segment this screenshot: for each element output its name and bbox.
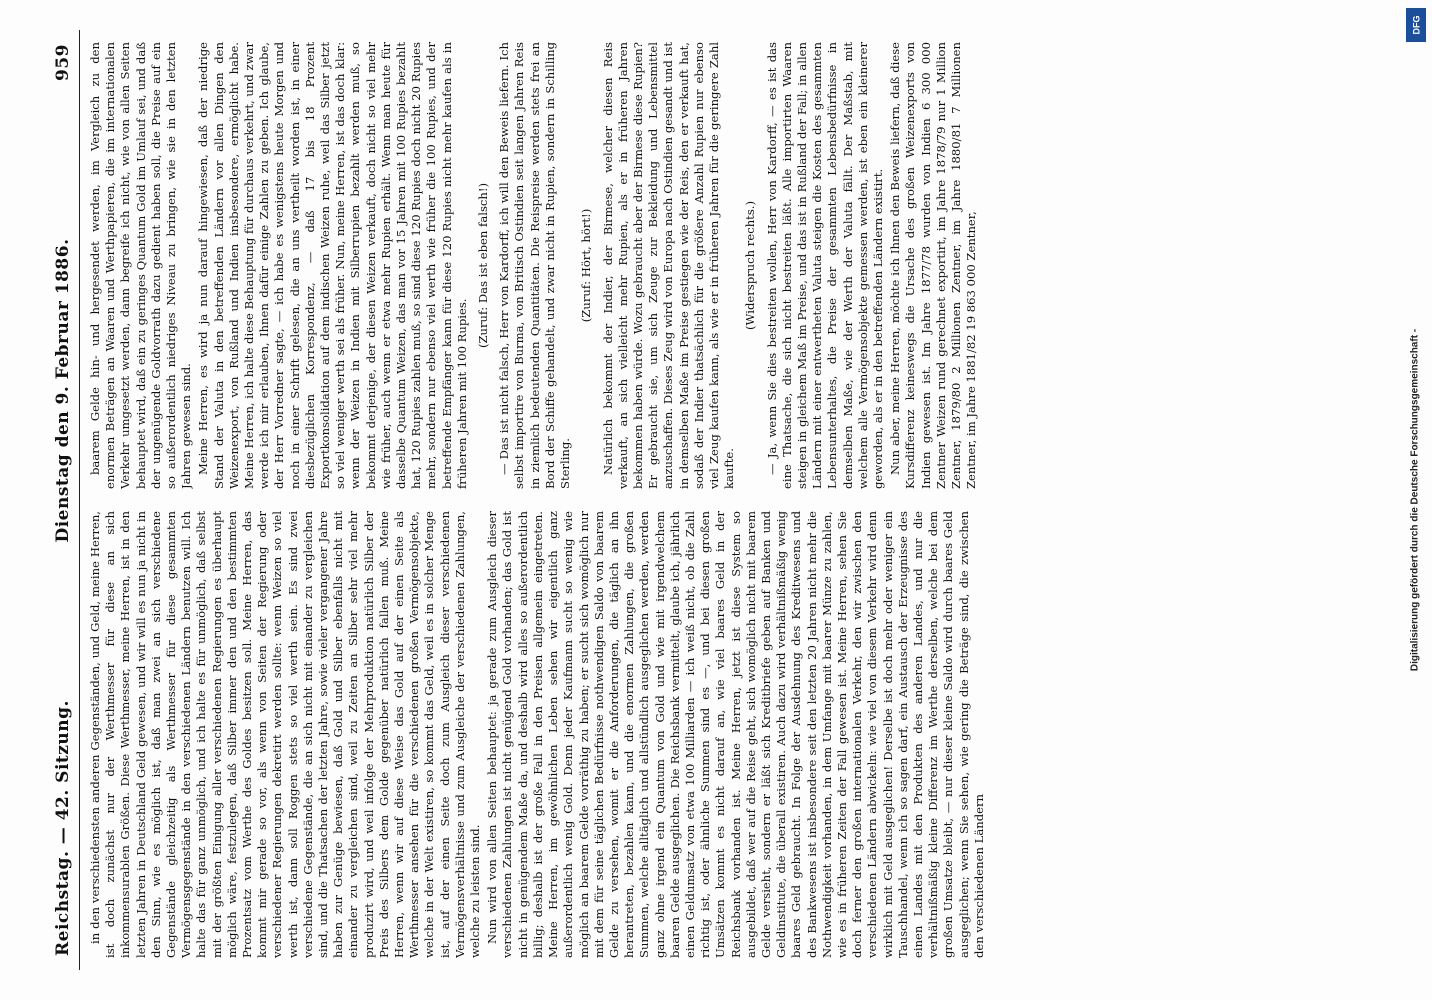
paragraph: Nun wird von allen Seiten behauptet: ja gerade zum Ausgleich dieser verschiedenen Zahlungen ist nicht genügend Gold vorhanden; das Gold ist nicht in genügendem Maße da, und deshalb wird alles so außerordentlich billig; deshalb ist der große Fall in den Preisen allgemein eingetreten. Meine Herren, im gewöhnlichen Leben sehen wir eigentlich ganz außerordentlich wenig Gold. Denn jeder Kaufmann sucht so wenig wie möglich an baarem Gelde vorräthig zu haben; er sucht sich womöglich nur mit dem für seine täglichen Bedürfnisse nothwendigen Saldo von baarem Gelde zu versehen, womit er die Anforderungen, die täglich an ihn herantreten, bezahlen kann, und die enormen Zahlungen, die großen Summen, welche alltäglich und allstündlich ausgeglichen werden, werden ganz ohne irgend ein Quantum von Gold und wie mit irgendwelchem baaren Gelde ausgeglichen. Die Reichsbank vermittelt, glaube ich, jährlich einen Geldumsatz von etwa 100 Milliarden — ich weiß nicht, ob die Zahl richtig ist, oder ähnliche Summen sind es —, und bei diesen großen Umsätzen kommt es nicht darauf an, wie viel baares Geld in der Reichsbank vorhanden ist. Meine Herren, jetzt ist diese System so ausgebildet, daß wer auf die Reise geht, sich womöglich nicht mit baarem Gelde versieht, sondern er läßt sich Kreditbriefe geben auf Banken und Geldinstitute, die überall existiren. Auch dazu wird verhältnißmäßig wenig baares Geld gebraucht. In Folge der Ausdehnung des Kreditwesens und des Bankwesens ist insbesondere seit den letzten 20 Jahren nicht mehr die Nothwendigkeit vorhanden, in dem Umfange mit baarer Münze zu zahlen, wie es in früheren Zeiten der Fall gewesen ist. Meine Herren, sehen Sie doch ferner den großen internationalen Verkehr, den wir zwischen den verschiedenen Ländern abwickeln: wie viel von diesem Verkehr wird denn wirklich mit Geld ausgeglichen! Derselbe ist doch mehr oder weniger ein Tauschhandel, wenn ich so sagen darf, ein Austausch der Erzeugnisse des einen Landes mit den Produkten des anderen Landes, und nur die verhältnißmäßig kleine Differenz im Werthe derselben, welche bei dem großen Umsatze bleibt, — nur dieser kleine Saldo wird durch baares Geld ausgeglichen; wenn Sie sehen, wie gering die Beträge sind, die zwischen den verschiedenen Ländern xyxy=(485,511,986,958)
header-left: Reichstag. — 42. Sitzung. xyxy=(53,700,73,956)
column-right xyxy=(88,42,1378,489)
header-date: Dienstag den 9. Februar 1886. xyxy=(53,238,73,543)
column-left xyxy=(88,511,1378,958)
page-header xyxy=(36,30,80,970)
paragraph: Natürlich bekommt der Indier, der Birmese, welcher diesen Reis verkauft, an sich vielleicht mehr Rupien, als er in früheren Jahren bekommen haben würde. Wozu gebraucht aber der Birmese diese Rupien? Er gebraucht sie, um sich Zeuge zur Bekleidung und Lebensmittel anzuschaffen. Dieses Zeug wird von Europa nach Ostindien gesandt und ist in demselben Maße im Preise gestiegen wie der Reis, den er verkauft hat, sodaß der Indier thatsächlich für die größere Anzahl Rupien nur ebenso viel Zeug kaufen kann, als wie er in früheren Jahren für die geringere Zahl kaufte. xyxy=(600,42,737,489)
paragraph: baarem Gelde hin- und hergesendet werden, im Vergleich zu den enormen Beträgen an Waaren und Werthpapieren, die im internationalen Verkehr umgesetzt werden, dann begreife ich nicht, wie von allen Seiten behauptet wird, daß ein zu geringes Quantum Gold im Umlauf sei, und daß der ungenügende Goldvorrath dazu gedient haben soll, die Preise auf ein so außerordentlich niedriges Niveau zu bringen, wie sie in den letzten Jahren gewesen sind. xyxy=(88,42,194,489)
credit-strip xyxy=(1404,8,1426,992)
rotated-page-content xyxy=(36,30,1396,970)
paragraph: Meine Herren, es wird ja nun darauf hingewiesen, daß der niedrige Stand der Valuta in den betreffenden Ländern vor allen Dingen den Weizenexport, von Rußland und Indien insbesondere, ermöglicht habe. Meine Herren, ich halte diese Behauptung für durchaus verkehrt, und zwar werde ich mir erlauben, Ihnen dafür einige Zahlen zu geben. Ich glaube, der Herr Vorredner sagte, — ich habe es wenigstens heute Morgen und noch in einer Schrift gelesen, die an uns vertheilt worden ist, in einer diesbezüglichen Korrespondenz, — daß 17 bis 18 Prozent Exportkonsolidation auf dem indischen Weizen ruhe, weil das Silber jetzt so viel weniger werth sei als früher. Nun, meine Herren, ist das doch klar: wenn der Weizen in Indien mit Silberrupien bezahlt werden muß, so bekommt derjenige, der diesen Weizen verkauft, doch nicht so viel mehr wie früher, auch wenn er etwa mehr Rupien erhält. Wenn man heute für dasselbe Quantum Weizen, das man vor 15 Jahren mit 100 Rupies bezahlt hat, 120 Rupies zahlen muß, so sind diese 120 Rupies doch nicht 20 Rupies mehr, sondern nur ebenso viel werth wie früher die 100 Rupies, und der betreffende Empfänger kann für diese 120 Rupies nicht mehr kaufen als in früheren Jahren mit 100 Rupies. xyxy=(196,42,469,489)
interjection: (Zuruf: Das ist eben falsch!) xyxy=(476,182,491,349)
interjection: (Zuruf: Hört, hört!) xyxy=(579,208,594,323)
text-columns xyxy=(88,30,1378,970)
digitization-credit: Digitalisierung gefördert durch die Deutsche Forschungsgemeinschaft - xyxy=(1409,328,1421,672)
page-number: 959 xyxy=(53,44,73,81)
interjection: (Widerspruch rechts.) xyxy=(743,201,758,330)
paragraph: — Das ist nicht falsch, Herr von Kardorff, ich will den Beweis liefern. Ich selbst importire von Burma, von Britisch Ostindien seit langen Jahren Reis in ziemlich bedeutenden Quantitäten. Die Reispreise werden stets frei an Bord der Schiffe gehandelt, und zwar nicht in Rupien, sondern in Schilling Sterling. xyxy=(497,42,573,489)
dfg-logo: DFG xyxy=(1406,8,1426,42)
paragraph: — Ja, wenn Sie dies bestreiten wollen, Herr von Kardorff, — es ist das eine Thatsache, die sich nicht bestreiten läßt. Alle importirten Waaren steigen in gleichem Maß im Preise, und das ist in Rußland der Fall; in allen Ländern mit einer entwertheten Valuta steigen die Kosten des gesammten Lebensunterhaltes, die Preise der gesammten Lebensbedürfnisse in demselben Maße, wie der Werth der Valuta fällt. Der Maßstab, mit welchem alle Vermögensobjekte gemessen werden, ist eben ein kleinerer geworden, als er in den betreffenden Ländern existirt. xyxy=(764,42,885,489)
paragraph: in den verschiedensten anderen Gegenständen, und Geld, meine Herren, ist doch zunächst nur der Werthmesser für diese an sich inkommensurablen Größen. Diese Werthmesser, meine Herren, ist in den letzten Jahren in Deutschland Geld gewesen, und wir will es nun ja nicht in den Sinn, wie es möglich ist, daß man zwei an sich verschiedene Gegenstände gleichzeitig als Werthmesser für diese gesammten Vermögensgegenstände in den verschiedenen Ländern benutzen will. Ich halte das für ganz unmöglich, und ich halte es für unmöglich, daß selbst mit der größten Einigung aller verschiedenen Regierungen es überhaupt möglich wäre, festzulegen, daß Silber immer den und den bestimmten Prozentsatz vom Werthe des Goldes besitzen soll. Meine Herren, das kommt mir gerade so vor, als wenn von Seiten der Regierung oder verschiedener Regierungen dekretirt werden sollte: wenn Weizen so viel werth ist, dann soll Roggen stets so viel werth sein. Es sind zwei verschiedene Gegenstände, die an sich nicht mit einander zu vergleichen sind, und die Thatsachen der letzten Jahre, sowie vieler vergangener Jahre haben zur Genüge bewiesen, daß Gold und Silber ebenfalls nicht mit einander zu vergleichen sind, weil zu Zeiten an Silber sehr viel mehr produzirt wird, und weil infolge der Mehrproduktion natürlich Silber der Preis des Silbers dem Golde gegenüber natürlich fallen muß. Meine Herren, wenn wir auf diese Weise das Gold auf der einen Seite als Werthmesser ansehen für die verschiedenen großen Vermögensobjekte, welche in der Welt existiren, so kommt das Geld, weil es in solcher Menge ist, auf der einen Seite doch zum Ausgleich dieser verschiedenen Vermögensverhältnisse und zum Ausgleiche der verschiedenen Zahlungen, welche zu leisten sind. xyxy=(88,511,483,958)
paragraph: Nun aber, meine Herren, möchte ich Ihnen den Beweis liefern, daß diese Kursdifferenz keineswegs die Ursache des großen Weizenexports von Indien gewesen ist. Im Jahre 1877/78 wurden von Indien 6 300 000 Zentner Weizen rund gerechnet exportirt, im Jahre 1878/79 nur 1 Million Zentner, 1879/80 2 Millionen Zentner, im Jahre 1880/81 7 Millionen Zentner, im Jahre 1881/82 19 863 000 Zentner, xyxy=(888,42,979,489)
